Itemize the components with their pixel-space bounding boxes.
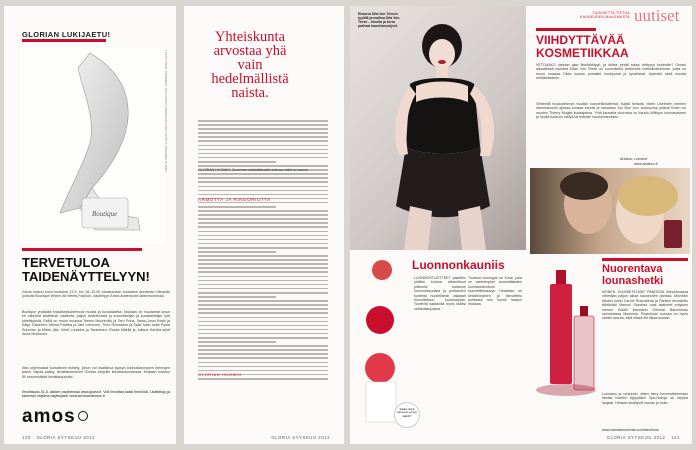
couple-photo	[530, 168, 690, 254]
text-line	[198, 300, 328, 302]
body-text-8: Lounastu ja rentoudu, sitten siirry hemmottelemaan itseäsi hotellin kylpylään! Spa-hoitoja on tarjolla laajasti. Hintaan sisältyvät lounas ja hoito.	[602, 392, 688, 405]
text-line	[198, 149, 328, 151]
text-line	[198, 312, 328, 314]
text-line	[198, 153, 328, 155]
text-line	[198, 173, 328, 175]
body-text-1: Boutique yhdistää ensiaikeksuhteessä muotia ja kuvataidetta. Mukaan on muutamat sinun eri elinpiiriä sisältäviä, vaatteita, paljon taideteoksia ja suunnittelijan ja kuvataiteilijan työt yhteistyöstä. Esillä on muun muassa Teemu Muurimäki ja Tero Puha, Samu-Jussi Koski ja Katja Tukiainen, Minna Parikka ja Jani Leinonen, Timo Riuoranen ja Salla Salin sekä Paola Suhonen ja Mikko Ijäs, Heidi Lunabba ja Tarantinen, Ruska Mäkilä ja Juliana Harkila sekä Anna Mustosen.	[22, 310, 170, 337]
byline: GLORIAN HUOMIO: Suomeen brändäämään tulossa mikä on suurta.	[198, 168, 309, 172]
text-line	[198, 292, 328, 294]
subhead-2: GLORIAN HUOMIO	[198, 372, 242, 377]
headline3-rule	[602, 258, 688, 261]
text-line	[198, 280, 328, 282]
page-number-left: 120	[22, 435, 31, 440]
headline-1: VIIHDYTTÄVÄÄ KOSMETIIKKAA	[536, 33, 629, 60]
text-line	[198, 140, 328, 142]
headline: TERVETULOA TAIDENÄYTTELYYN!	[22, 255, 150, 284]
shoe-sculpture-image	[20, 48, 166, 244]
text-line	[198, 308, 328, 310]
text-line	[198, 239, 328, 241]
magazine-name-right: GLORIA SYYSKUU 2012	[606, 435, 666, 440]
text-line	[198, 120, 328, 122]
body-text-3: VETOAAKO vanhan ajan filmitähtityyli, ja ohitse peräti salaa viettynyt burleskin? Omani aikavälissä mukana Ditan Von Teese on suunnitellut Artdecolle meikkikokoelman, josta on muun muassa Ditan luokan punaiset huulipunat ja kynsilakat, ripsivärit sekä mustat meikkiiartamin.	[536, 63, 686, 81]
text-line	[198, 181, 328, 183]
section-rule	[22, 39, 106, 42]
text-line	[198, 132, 328, 134]
body-text-4: Viihteellä houkuttelevat muutkin kosmetiikkafirmat. Kaikki tietävät, miten Unelmien miehen hammasuurin ajoissa kanssa kaunis ja sanotaan Jon Bon Jovi -tuoksunsa ystävä Kuten on muuten Thierry Mugler kuvaajansa. Yhtä kaunista vuorossa on kaunis hillittyyn hurmaukseen ja hyvää tuoksun sävyä tai brändin muotoiluteoksen.	[536, 102, 686, 120]
credit-line: Artdeco, Lumene	[620, 157, 648, 161]
amos-logo: amos	[22, 406, 76, 427]
headline1-rule	[536, 28, 596, 31]
corner-label: uutiset	[634, 6, 680, 25]
headline-3: Nuorentava lounashetki	[602, 263, 664, 287]
text-line	[198, 124, 328, 126]
pull-quote: Yhteiskunta arvostaa yhä vain hedelmällistä naista.	[211, 29, 289, 101]
text-line	[198, 378, 328, 380]
text-line	[198, 317, 328, 319]
text-line	[198, 226, 328, 228]
text-line	[198, 304, 328, 306]
text-line	[198, 161, 276, 163]
logo-mark	[78, 411, 88, 421]
svg-text:Boutique: Boutique	[92, 210, 118, 218]
text-line	[198, 341, 276, 343]
text-line	[198, 284, 328, 286]
body-text-6: Tuoksun kuningas on Kosé, joka on vanhempien ammattilaisten kunnianhimoinen kosmetiikkasarja. Hintataso on keskihintainen ja hinnoittelu puhtaasti sen hyvän laadun mukaan.	[468, 276, 522, 307]
website-link[interactable]: www.artdeco.fi	[634, 162, 658, 166]
website-link-2[interactable]: www.mandarinoriental.com/barcelona	[602, 428, 659, 432]
right-page	[350, 6, 692, 444]
text-line	[198, 349, 328, 351]
text-line	[198, 222, 328, 224]
body-text-5: LUONNOSTUOTTEET pakettiin yhtään kotona aikamiltuuri pitämme kartanon luonnonkaunista ja puhtauden tuotteita huolellisesti vakaasti hinnoiteltuun tuotesarjaan. Tuotteita saatavilla myös lisäksi verkkokaupassa.	[414, 276, 466, 311]
text-line	[198, 190, 328, 192]
text-line	[198, 271, 328, 273]
middle-page	[184, 6, 344, 444]
headline-rule	[22, 248, 142, 251]
text-line	[198, 231, 328, 233]
photo-credit: TEKSTI ANNE VUORINEN, KUVA AMOS ANDERSON KUVA: MARTTI JÄRVINEN GLORIA	[164, 50, 168, 173]
text-line	[198, 243, 328, 245]
lead-text: Gloria kutsuu sinut torstaina 13.9. klo 18–19.30 tutustumaan kuraattori Annamari Vänskän johdolla Boutique Where Art Meets Fashion -näyttelyyn Amos Andersonin taidemuseossa.	[22, 290, 170, 299]
text-line	[198, 337, 328, 339]
text-line	[198, 366, 328, 368]
text-line	[198, 194, 328, 196]
photo-caption: Elokuva Dita Von Teesen tyylillä ja mallina Dita Von Teese – Ilmoita ja kerro parhaat kaunistusohjeet.	[358, 12, 400, 28]
text-line	[198, 186, 328, 188]
article-column	[198, 120, 328, 382]
text-line	[198, 165, 328, 167]
text-line	[198, 345, 328, 347]
page-number-right: 121	[671, 435, 680, 440]
subhead-1: ARMOTTA JA RINGORIUTTA	[198, 197, 271, 202]
model-photo	[350, 6, 526, 250]
text-line	[198, 255, 328, 257]
body-text-7: MONEN SUUNNITELMAT PANOSSA Barcelonassa vietetään paljon aikaa kauneuden parissa. Michellin tähden kokki Carme Ruscalleda ja Pariisin arvostettu tähtikokki Manuel Sánchez ovat laatineet erityisen menun Hotelli Mandarin Oriental Barcelonan ravintolassa Moments. Ravintolan ruoissa on hyvin vähän rasvaa, eikä niissä ole liikaa suolaa.	[602, 290, 688, 321]
left-page	[4, 6, 176, 444]
text-line	[198, 202, 328, 204]
text-line	[198, 362, 328, 364]
text-line	[198, 218, 328, 220]
text-line	[198, 128, 328, 130]
text-line	[198, 177, 328, 179]
body-text-2: Illan ohjelmassa kuraattorin esittely, johon voi osallistua syksyn kiinnostavimpien teemojen pariin. Vapaa pääsy. Ilmoittautuminen Glorian lukijoille ilmoittautumisessa. Mukaan mahtuu 50 ensimmäistä ilmoittautunutta.	[22, 366, 170, 379]
text-line	[198, 136, 328, 138]
text-line	[198, 263, 328, 265]
text-line	[198, 325, 328, 327]
text-line	[198, 329, 328, 331]
text-line	[198, 214, 328, 216]
text-line	[198, 251, 276, 253]
text-line	[198, 247, 328, 249]
signup-text: Ilmoittaudu 31.8. alkaen osoitteessa www.gloria.fi. Voit ilmoittaa kaksi henkilöä. Lisätietoja ja tarkempi ohjelma näyttelystä: www.amosanderson.fi	[22, 390, 170, 399]
text-line	[198, 321, 328, 323]
section-label: GLORIAN LUKIJAETU!	[22, 30, 111, 39]
bottle-caption: Saako tämä kauneus syntyä kaikki?	[394, 402, 420, 428]
magazine-name-left: GLORIA SYYSKUU 2012	[36, 435, 96, 440]
headline-2: Luonnonkauniis	[412, 258, 505, 272]
bottles-photo	[530, 256, 602, 406]
text-line	[198, 333, 328, 335]
text-line	[198, 353, 328, 355]
text-line	[198, 206, 276, 208]
magazine-name-middle: GLORIA SYYSKUU 2012	[271, 435, 330, 440]
text-line	[198, 288, 328, 290]
text-line	[198, 357, 328, 359]
text-line	[198, 267, 328, 269]
kicker: TUOKSETTA TIETOA KAUNEUDEN MAAILMASTA	[580, 11, 630, 19]
text-line	[198, 157, 328, 159]
text-line	[198, 296, 276, 298]
text-line	[198, 210, 328, 212]
text-line	[198, 235, 328, 237]
text-line	[198, 145, 328, 147]
text-line	[198, 259, 328, 261]
text-line	[198, 276, 328, 278]
